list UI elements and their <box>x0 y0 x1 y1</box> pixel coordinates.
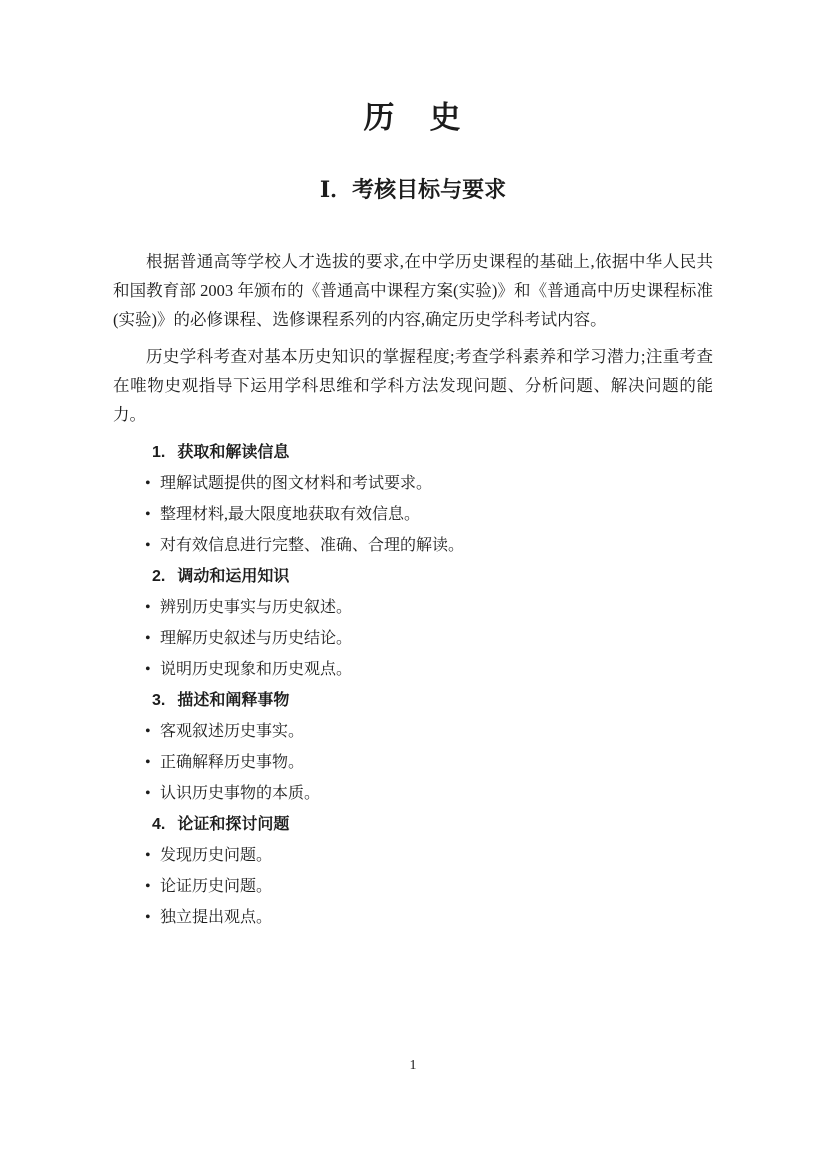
bullet-icon: • <box>145 630 151 647</box>
objective-number: 2. <box>152 568 166 585</box>
objective-heading-label: 获取和解读信息 <box>177 444 290 461</box>
list-item <box>113 592 713 623</box>
objective-heading-label: 描述和阐释事物 <box>177 692 290 709</box>
bullet-icon: • <box>145 878 151 895</box>
document-body <box>113 247 713 933</box>
bullet-icon: • <box>145 847 151 864</box>
page-number: 1 <box>409 1058 417 1073</box>
list-item <box>113 654 713 685</box>
list-item-text: 客观叙述历史事实。 <box>160 723 305 740</box>
bullet-icon: • <box>145 909 151 926</box>
bullet-icon: • <box>145 599 151 616</box>
bullet-icon: • <box>145 661 151 678</box>
objective-heading <box>113 809 713 840</box>
objective-heading <box>113 437 713 468</box>
list-item-text: 正确解释历史事物。 <box>160 754 305 771</box>
bullet-icon: • <box>145 754 151 771</box>
bullet-icon: • <box>145 785 151 802</box>
intro-paragraph: 根据普通高等学校人才选拔的要求,在中学历史课程的基础上,依据中华人民共和国教育部 2003 年颁布的《普通高中课程方案(实验)》和《普通高中历史课程标准(实验)》的必修课程、选修课程系列的内容,确定历史学科考试内容。 <box>113 252 713 329</box>
bullet-icon: • <box>145 537 151 554</box>
list-item-text: 辨别历史事实与历史叙述。 <box>160 599 353 616</box>
list-item <box>113 871 713 902</box>
list-item-text: 独立提出观点。 <box>160 909 273 926</box>
list-item <box>113 778 713 809</box>
list-item <box>113 840 713 871</box>
document-title: 历 史 <box>363 100 463 135</box>
list-item <box>113 902 713 933</box>
list-item-text: 发现历史问题。 <box>160 847 273 864</box>
objective-heading <box>113 685 713 716</box>
objectives-list <box>113 437 713 933</box>
list-item <box>113 716 713 747</box>
objective-number: 4. <box>152 816 166 833</box>
list-item-text: 说明历史现象和历史观点。 <box>160 661 353 678</box>
bullet-icon: • <box>145 475 151 492</box>
list-item-text: 理解历史叙述与历史结论。 <box>160 630 353 647</box>
objective-heading-label: 调动和运用知识 <box>177 568 290 585</box>
section-heading: Ⅰ．考核目标与要求 <box>319 177 507 202</box>
objective-number: 3. <box>152 692 166 709</box>
bullet-icon: • <box>145 723 151 740</box>
intro-paragraph: 历史学科考查对基本历史知识的掌握程度;考查学科素养和学习潜力;注重考查在唯物史观指导下运用学科思维和学科方法发现问题、分析问题、解决问题的能力。 <box>113 347 713 424</box>
bullet-icon: • <box>145 506 151 523</box>
list-item-text: 论证历史问题。 <box>160 878 273 895</box>
list-item <box>113 468 713 499</box>
objective-number: 1. <box>152 444 166 461</box>
list-item-text: 整理材料,最大限度地获取有效信息。 <box>160 506 421 523</box>
list-item-text: 理解试题提供的图文材料和考试要求。 <box>160 475 433 492</box>
list-item <box>113 530 713 561</box>
list-item <box>113 747 713 778</box>
list-item-text: 认识历史事物的本质。 <box>160 785 321 802</box>
list-item-text: 对有效信息进行完整、准确、合理的解读。 <box>160 537 465 554</box>
objective-heading <box>113 561 713 592</box>
list-item <box>113 499 713 530</box>
list-item <box>113 623 713 654</box>
objective-heading-label: 论证和探讨问题 <box>177 816 290 833</box>
